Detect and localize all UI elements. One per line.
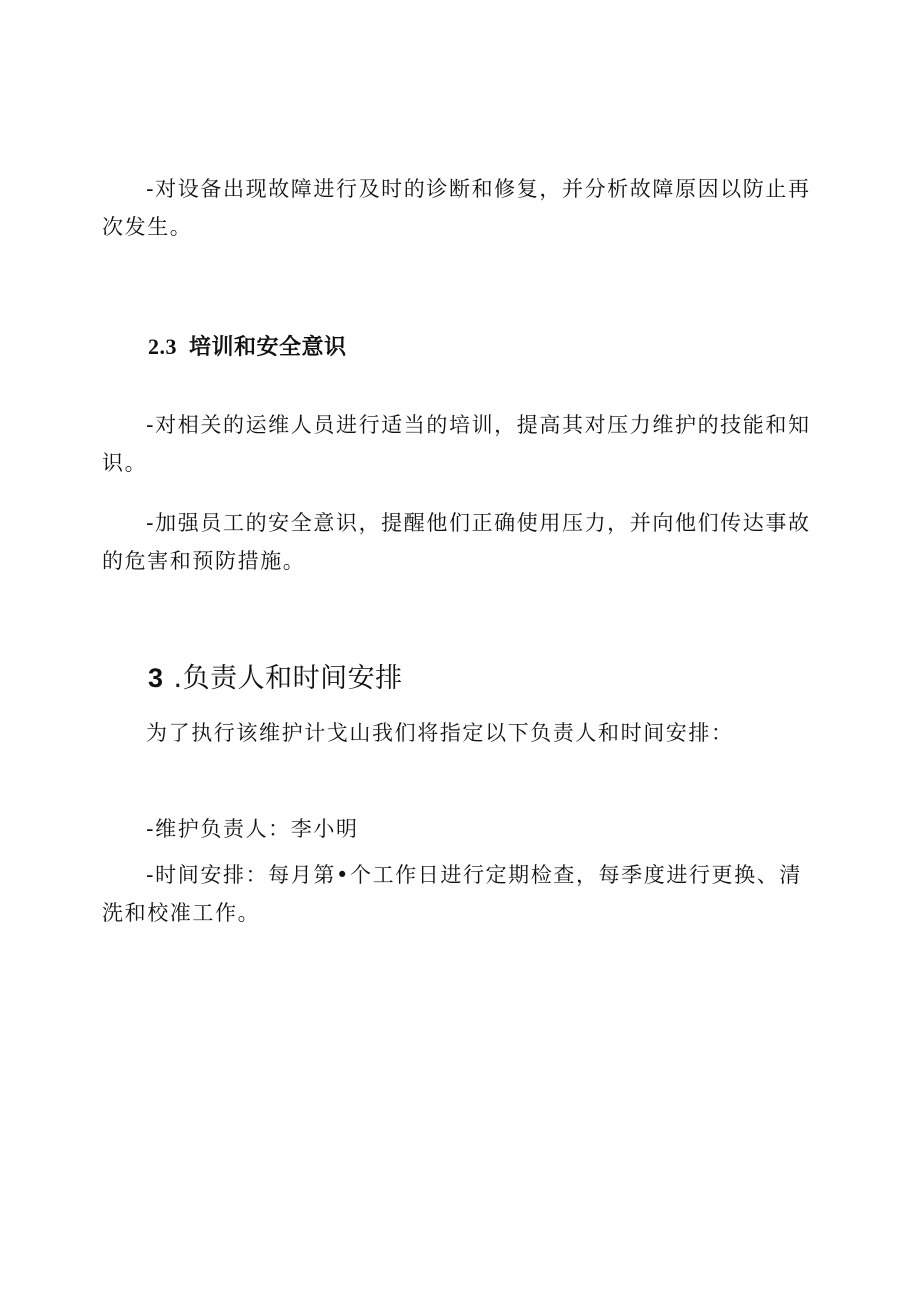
paragraph-intro — [102, 714, 822, 752]
paragraph-schedule — [102, 856, 822, 932]
paragraph-text: -加强员工的安全意识，提醒他们正确使用压力，并向他们传达事故的危害和预防措施。 — [102, 511, 811, 573]
section-heading-2-3 — [148, 332, 347, 363]
paragraph-text: -对设备出现故障进行及时的诊断和修复，并分析故障原因以防止再次发生。 — [102, 177, 811, 239]
section-title: .负责人和时间安排 — [173, 663, 403, 694]
paragraph-responsible-person — [102, 810, 822, 848]
section-number: 2.3 — [148, 334, 177, 359]
paragraph-text: 为了执行该维护计戈山我们将指定以下负责人和时间安排： — [146, 721, 734, 745]
paragraph-text: -维护负责人：李小明 — [146, 817, 359, 841]
paragraph-training — [102, 406, 822, 482]
paragraph-text: -对相关的运维人员进行适当的培训，提高其对压力维护的技能和知识。 — [102, 413, 811, 475]
section-heading-3 — [148, 660, 403, 697]
paragraph-fault-repair — [102, 170, 822, 246]
section-number: 3 — [148, 663, 164, 693]
paragraph-safety-awareness — [102, 504, 822, 580]
section-title: 培训和安全意识 — [189, 335, 347, 360]
paragraph-text: -时间安排：每月第•个工作日进行定期检查，每季度进行更换、清洗和校准工作。 — [102, 863, 802, 925]
